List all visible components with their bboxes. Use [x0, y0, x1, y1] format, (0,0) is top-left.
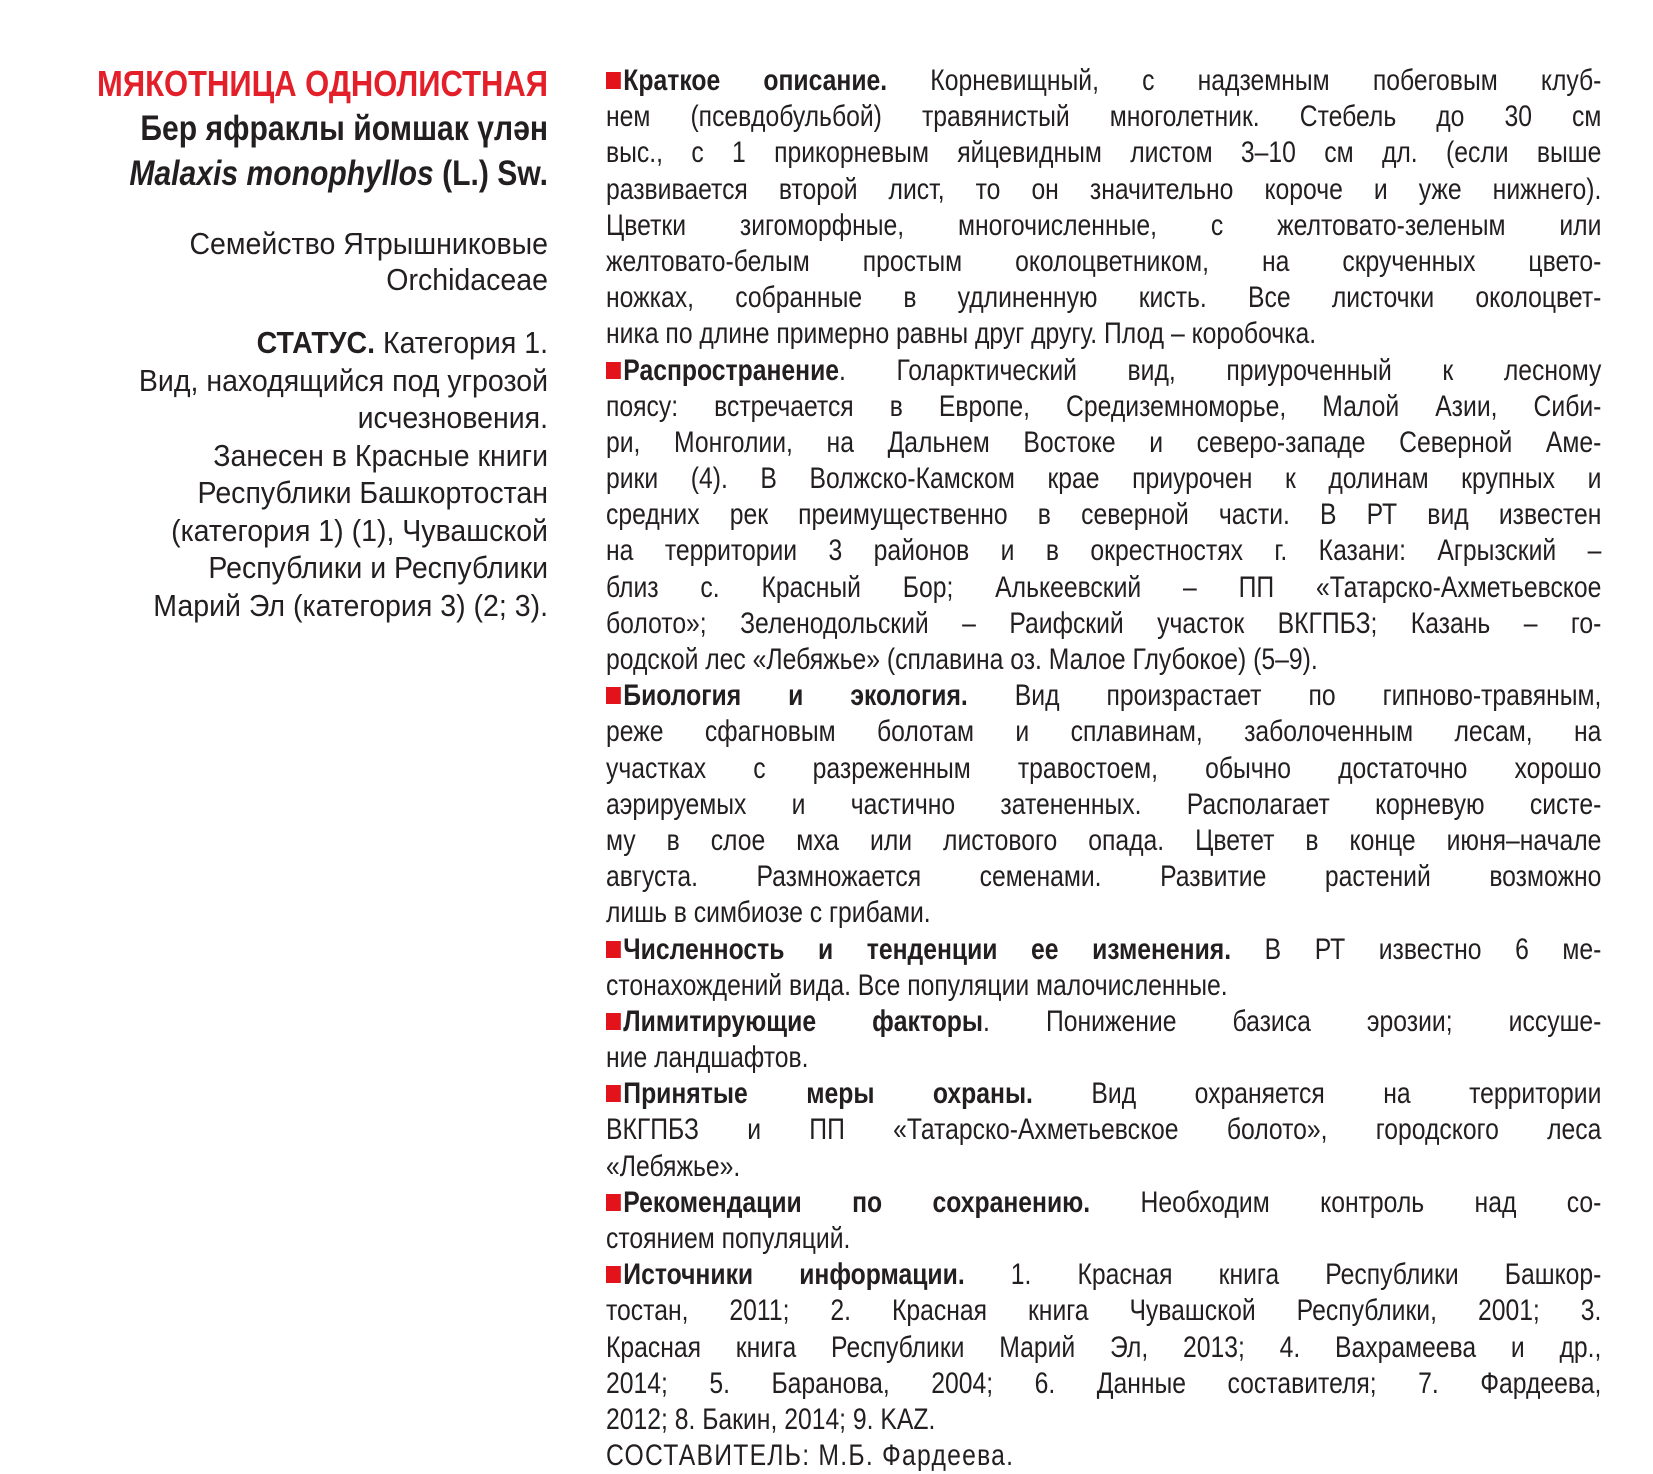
section-line: выс., с 1 прикорневым яйцевидным листом 3–10 см дл. (если выше — [606, 136, 1602, 170]
section-line: на территории 3 районов и в окрестностях г. Казани: Агрызский – — [606, 534, 1602, 568]
section-text: . Голарктический вид, приуроченный к лесному — [839, 353, 1602, 387]
section-text: Вид охраняется на территории — [1032, 1077, 1602, 1111]
status-line: Марий Эл (категория 3) (2; 3). — [153, 587, 548, 623]
section-line — [606, 1076, 1601, 1112]
status-label: СТАТУС. — [256, 325, 376, 360]
section-line — [606, 63, 1601, 99]
section-line: 2014; 5. Баранова, 2004; 6. Данные составителя; 7. Фардеева, — [606, 1366, 1602, 1400]
section-text: Вид произрастает по гипново-травяным, — [967, 679, 1602, 713]
section-line: средних рек преимущественно в северной части. В РТ вид известен — [606, 498, 1602, 532]
status-line: исчезновения. — [357, 400, 548, 435]
section-line — [606, 353, 1601, 389]
section-text: . Понижение базиса эрозии; иссуше- — [983, 1004, 1602, 1038]
section-line: стоянием популяций. — [606, 1222, 851, 1255]
section-line: ножках, собранные в удлиненную кисть. Все листочки околоцвет- — [606, 281, 1602, 315]
family-russian: Семейство Ятрышниковые — [189, 226, 548, 261]
species-latin-name — [66, 151, 548, 196]
section-line: аэрируемых и частично затененных. Располагает корневую систе- — [606, 787, 1602, 821]
red-square-bullet-icon — [606, 1194, 621, 1211]
section-line — [606, 678, 1601, 714]
section-line: августа. Размножается семенами. Развитие растений возможно — [606, 860, 1602, 894]
section-heading: Лимитирующие факторы — [623, 1004, 984, 1038]
section-heading: Источники информации. — [623, 1258, 965, 1292]
status-line: Республики Башкортостан — [197, 475, 548, 510]
section-heading: Биология и экология. — [623, 679, 968, 713]
red-square-bullet-icon — [606, 1266, 621, 1283]
section-heading: Численность и тенденции ее изменения. — [623, 932, 1232, 966]
section-line — [606, 932, 1601, 968]
section-line — [606, 1004, 1601, 1040]
section-line — [606, 1185, 1601, 1221]
red-square-bullet-icon — [606, 687, 621, 704]
section — [606, 353, 1601, 679]
status-first-line — [33, 324, 548, 362]
section-text: Необходим контроль над со- — [1090, 1185, 1602, 1219]
species-title-russian: МЯКОТНИЦА ОДНОЛИСТНАЯ — [97, 63, 549, 104]
section-heading: Рекомендации по сохранению. — [623, 1185, 1091, 1219]
section — [606, 1004, 1601, 1076]
species-header — [0, 62, 548, 624]
section-heading: Принятые меры охраны. — [623, 1077, 1033, 1111]
section — [606, 1257, 1601, 1438]
status-line: Вид, находящийся под угрозой — [138, 362, 548, 398]
status-category: Категория 1. — [375, 325, 548, 360]
section-line: поясу: встречается в Европе, Средиземноморье, Малой Азии, Сиби- — [606, 389, 1602, 423]
section-heading: Краткое описание. — [623, 64, 888, 97]
section-text: В РТ известно 6 ме- — [1231, 932, 1602, 966]
section-line: рики (4). В Волжско-Камском крае приурочен к долинам крупных и — [606, 462, 1602, 496]
status-line: Республики и Республики — [208, 550, 549, 585]
section-line: ри, Монголии, на Дальнем Востоке и северо-западе Северной Аме- — [606, 425, 1602, 459]
section-line: развивается второй лист, то он значительно короче и уже нижнего). — [606, 172, 1602, 206]
section-heading: Распространение — [623, 353, 840, 387]
red-square-bullet-icon — [606, 1013, 621, 1030]
section-line: стонахождений вида. Все популяции малочисленные. — [606, 968, 1228, 1002]
section — [606, 932, 1601, 1004]
section-line — [606, 1257, 1601, 1293]
section-line: нем (псевдобульбой) травянистый многолетник. Стебель до 30 см — [606, 100, 1602, 134]
section-line: ние ландшафтов. — [606, 1041, 809, 1075]
composer-credit: СОСТАВИТЕЛЬ: М.Б. Фардеева. — [606, 1439, 1015, 1473]
section-line: участках с разреженным травостоем, обычно достаточно хорошо — [606, 751, 1602, 785]
status-line: Занесен в Красные книги — [213, 437, 548, 473]
section-text: Корневищный, с надземным побеговым клуб- — [887, 64, 1602, 97]
red-square-bullet-icon — [606, 941, 621, 958]
section-line: Красная книга Республики Марий Эл, 2013; 4. Вахрамеева и др., — [606, 1330, 1602, 1364]
red-square-bullet-icon — [606, 72, 621, 89]
status-block — [0, 324, 548, 624]
latin-binomial: Malaxis monophyllos — [129, 154, 434, 193]
species-description — [606, 63, 1601, 1474]
section-line: му в слое мха или листового опада. Цветет в конце июня–начале — [606, 823, 1602, 857]
section-line: желтовато-белым простым околоцветником, на скрученных цвето- — [606, 244, 1602, 278]
section-line: тостан, 2011; 2. Красная книга Чувашской Республики, 2001; 3. — [606, 1294, 1602, 1328]
section — [606, 1076, 1601, 1185]
red-square-bullet-icon — [606, 362, 621, 379]
red-square-bullet-icon — [606, 1085, 621, 1102]
latin-author: (L.) Sw. — [442, 154, 548, 193]
section — [606, 678, 1601, 931]
section-line: родской лес «Лебяжье» (сплавина оз. Малое Глубокое) (5–9). — [606, 643, 1318, 676]
section-line: 2012; 8. Бакин, 2014; 9. KAZ. — [606, 1402, 936, 1436]
section-line: лишь в симбиозе с грибами. — [606, 896, 931, 930]
family-block — [33, 226, 548, 298]
section-line: близ с. Красный Бор; Алькеевский – ПП «Татарско-Ахметьевское — [606, 570, 1602, 604]
section-line: реже сфагновым болотам и сплавинам, заболоченным лесам, на — [606, 715, 1602, 749]
section-line: «Лебяжье». — [606, 1149, 741, 1183]
section — [606, 1185, 1601, 1257]
section-line: ника по длине примерно равны друг другу. Плод – коробочка. — [606, 317, 1317, 351]
section — [606, 63, 1601, 353]
section-line: ВКГПБЗ и ПП «Татарско-Ахметьевское болото», городского леса — [606, 1113, 1602, 1147]
section-line: болото»; Зеленодольский – Раифский участок ВКГПБЗ; Казань – го- — [606, 606, 1602, 640]
status-line: (категория 1) (1), Чувашской — [171, 512, 548, 548]
species-title-bashkir: Бер яфраклы йомшак үлән — [140, 109, 548, 148]
family-latin: Orchidaceae — [386, 262, 548, 297]
section-line: Цветки зигоморфные, многочисленные, с желтовато-зеленым или — [606, 208, 1602, 242]
section-text: 1. Красная книга Республики Башкор- — [964, 1258, 1602, 1292]
